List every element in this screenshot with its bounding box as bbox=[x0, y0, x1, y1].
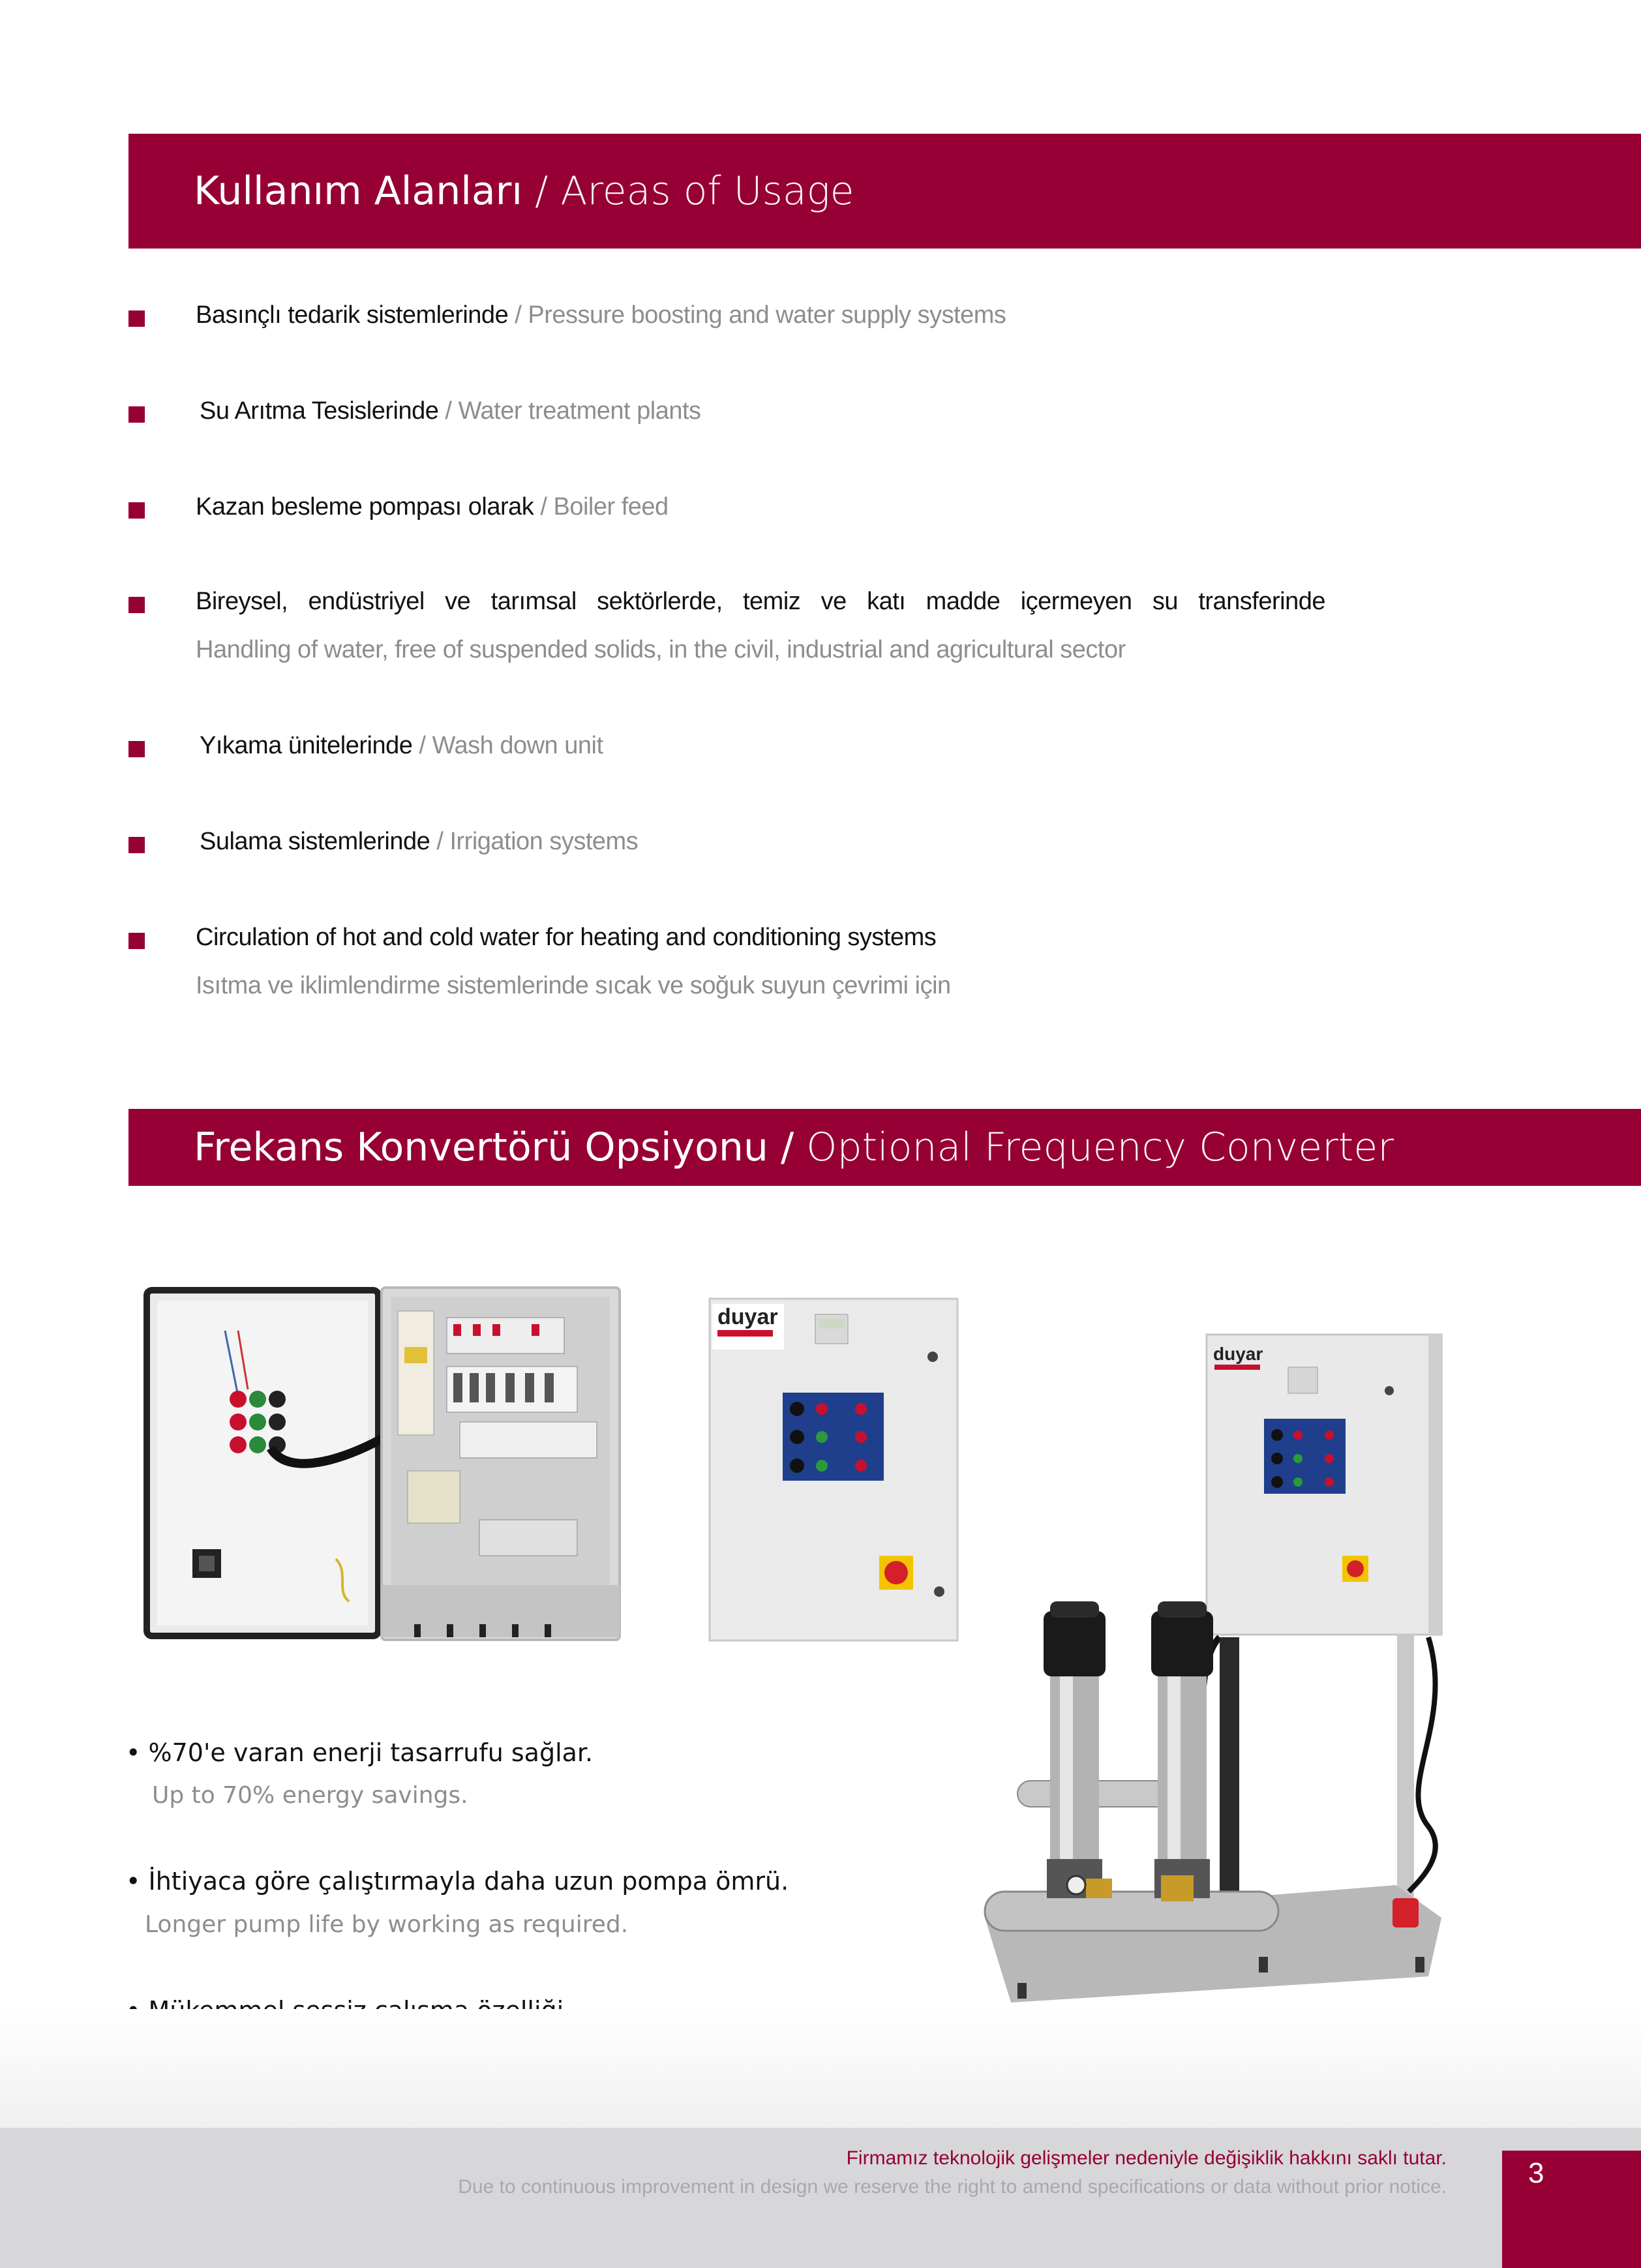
section-title-en: Optional Frequency Converter bbox=[806, 1125, 1394, 1170]
footer-fade bbox=[0, 2009, 1641, 2128]
bullet-dot: • bbox=[126, 1867, 141, 1896]
list-item-translation: Longer pump life by working as required. bbox=[145, 1911, 629, 1938]
section-title-tr: Kullanım Alanları bbox=[194, 168, 522, 214]
page-number-box bbox=[1502, 2151, 1641, 2268]
booster-pump-set-image bbox=[972, 1331, 1454, 2016]
list-bullet-square bbox=[128, 837, 145, 853]
list-bullet-square bbox=[128, 741, 145, 757]
list-item: Basınçlı tedarik sistemlerinde / Pressure boosting and water supply systems bbox=[196, 301, 1006, 329]
list-item: Bireysel, endüstriyel ve tarımsal sektörlerde, temiz ve katı madde içermeyen su transferinde bbox=[196, 588, 1325, 615]
brand-logo-text: duyar bbox=[1213, 1344, 1263, 1364]
list-bullet-square bbox=[128, 933, 145, 949]
brand-logo-text: duyar bbox=[717, 1305, 778, 1329]
footer-notice-tr: Firmamız teknolojik gelişmeler nedeniyle değişiklik hakkını saklı tutar. bbox=[846, 2147, 1447, 2169]
section-banner-areas-of-usage bbox=[128, 134, 1641, 249]
list-bullet-square bbox=[128, 597, 145, 613]
list-bullet-square bbox=[128, 310, 145, 327]
footer-notice-en: Due to continuous improvement in design we reserve the right to amend specifications or data without prior notice. bbox=[458, 2176, 1447, 2198]
section-title-tr: Frekans Konvertörü Opsiyonu bbox=[194, 1125, 768, 1170]
list-bullet-square bbox=[128, 502, 145, 519]
list-item: Kazan besleme pompası olarak / Boiler feed bbox=[196, 493, 669, 521]
section-title-en: Areas of Usage bbox=[560, 168, 854, 214]
closed-control-panel-image bbox=[704, 1295, 962, 1644]
page-number: 3 bbox=[1528, 2157, 1544, 2189]
section-title-separator: / bbox=[522, 168, 561, 214]
list-item: Su Arıtma Tesislerinde / Water treatment plants bbox=[200, 397, 701, 425]
list-item-translation: Up to 70% energy savings. bbox=[152, 1782, 468, 1809]
list-item-translation: Handling of water, free of suspended solids, in the civil, industrial and agricultural sector bbox=[196, 636, 1126, 663]
open-control-panel-image bbox=[140, 1285, 623, 1644]
list-item: • %70'e varan enerji tasarrufu sağlar. bbox=[126, 1738, 594, 1767]
list-item: Circulation of hot and cold water for heating and conditioning systems bbox=[196, 924, 937, 951]
list-item: • İhtiyaca göre çalıştırmayla daha uzun pompa ömrü. bbox=[126, 1867, 789, 1896]
list-item: Yıkama ünitelerinde / Wash down unit bbox=[200, 732, 603, 759]
section-banner-frequency-converter bbox=[128, 1109, 1641, 1186]
list-item: Sulama sistemlerinde / Irrigation systems bbox=[200, 828, 639, 855]
list-bullet-square bbox=[128, 406, 145, 423]
section-title-separator: / bbox=[768, 1125, 807, 1170]
bullet-dot: • bbox=[126, 1738, 141, 1767]
list-item-translation: Isıtma ve iklimlendirme sistemlerinde sıcak ve soğuk suyun çevrimi için bbox=[196, 972, 951, 999]
